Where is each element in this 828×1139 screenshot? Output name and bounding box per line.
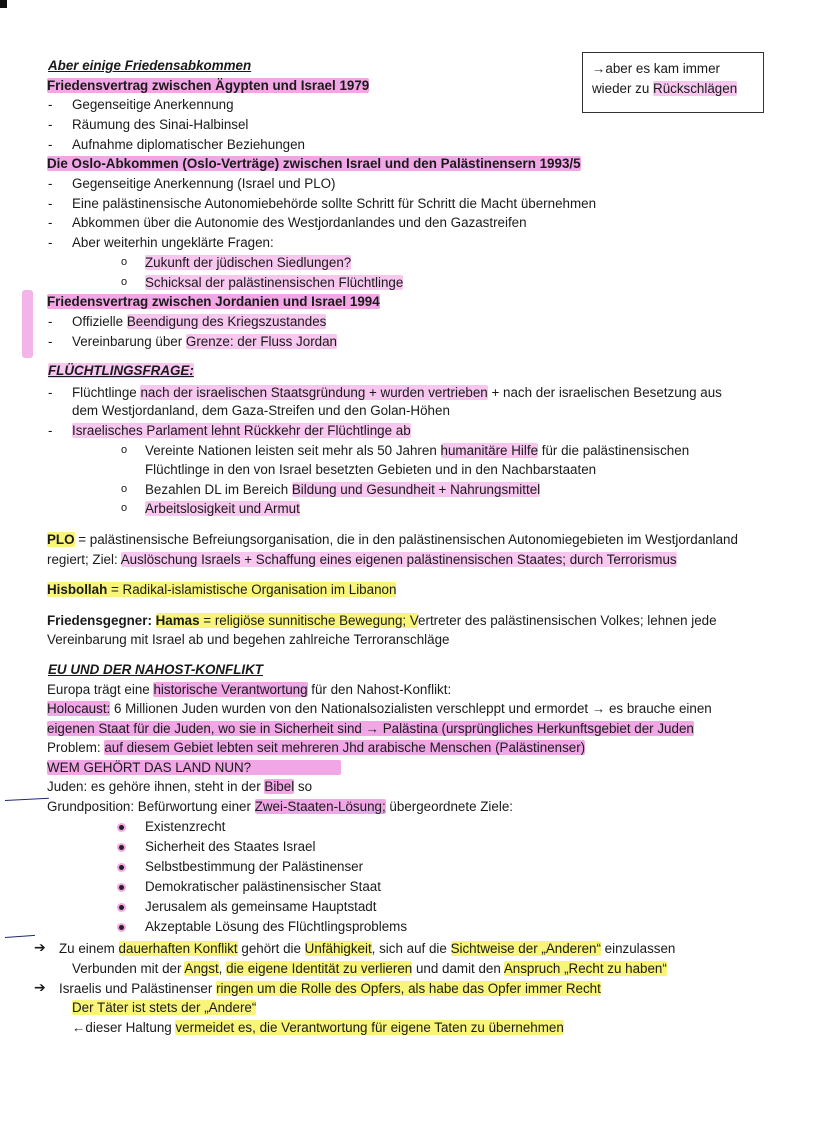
- sub-list-highlight: Bildung und Gesundheit + Nahrungsmittel: [291, 482, 541, 497]
- conclusion-line-4: [72, 999, 256, 1016]
- eu-text: so: [294, 779, 313, 794]
- treaty-jordan-title: [47, 293, 380, 310]
- sub-list-item-continuation: Flüchtlinge in den von Israel besetzten Gebieten und in den Nachbarstaaten: [145, 462, 597, 477]
- bullet-dash: -: [48, 314, 53, 329]
- list-text: Vereinbarung über: [72, 334, 186, 349]
- sub-list-text: Schicksal der palästinensischen Flüchtlinge: [145, 275, 404, 290]
- conclusion-text: einzulassen: [600, 941, 676, 956]
- bullet-circle: o: [121, 444, 128, 456]
- eu-line-6: [47, 778, 312, 795]
- list-item: Gegenseitige Anerkennung (Israel und PLO): [72, 176, 336, 191]
- conclusion-highlight: Anspruch „Recht zu haben“: [503, 961, 667, 976]
- refugees-heading: [48, 362, 194, 379]
- list-item: Aufnahme diplomatischer Beziehungen: [72, 137, 305, 152]
- eu-text: Europa trägt eine: [47, 682, 154, 697]
- conclusion-line-1: [59, 940, 675, 957]
- sub-list-text: für die palästinensischen: [538, 443, 690, 458]
- eu-line-2: [47, 700, 712, 717]
- bullet-dash: -: [48, 235, 53, 250]
- list-text: Offizielle: [72, 314, 127, 329]
- margin-highlight-bar: [22, 290, 33, 358]
- plo-definition: [47, 531, 738, 548]
- hisbollah-text: = Radikal-islamistische Organisation im Libanon: [107, 582, 397, 597]
- plo-term: PLO: [47, 532, 75, 547]
- conclusion-highlight: ringen um die Rolle des Opfers, als habe das Opfer immer Recht: [216, 981, 601, 996]
- bullet-dash: -: [48, 117, 53, 132]
- conclusion-line-5: [72, 1019, 564, 1036]
- bullet-dot: [117, 843, 126, 852]
- plo-text: regiert; Ziel:: [47, 552, 121, 567]
- list-item: Aber weiterhin ungeklärte Fragen:: [72, 235, 274, 250]
- bullet-circle: o: [121, 483, 128, 495]
- eu-text: Grundposition: Befürwortung einer: [47, 799, 255, 814]
- bullet-dash: -: [48, 176, 53, 191]
- conclusion-text: Israelis und Palästinenser: [59, 981, 217, 996]
- eu-highlight: Holocaust:: [47, 701, 111, 716]
- bullet-dot: [117, 863, 126, 872]
- eu-highlight: Zwei-Staaten-Lösung;: [254, 799, 386, 814]
- arrow-right-icon: ➔: [34, 939, 46, 955]
- oslo-title-text: Die Oslo-Abkommen (Oslo-Verträge) zwischen Israel und den Palästinensern 1993/5: [47, 156, 581, 171]
- list-highlight: Israelisches Parlament lehnt Rückkehr der Flüchtlinge ab: [72, 423, 411, 438]
- side-note-text: wieder zu: [592, 81, 654, 96]
- list-item: Gegenseitige Anerkennung: [72, 97, 234, 112]
- conclusion-highlight: Unfähigkeit: [304, 941, 372, 956]
- bullet-dot: [117, 923, 126, 932]
- list-highlight: Grenze: der Fluss Jordan: [185, 334, 337, 349]
- treaty-jordan-title-text: Friedensvertrag zwischen Jordanien und Israel 1994: [47, 294, 380, 309]
- conclusion-highlight: Der Täter ist stets der „Andere“: [72, 1000, 257, 1015]
- bullet-circle: o: [121, 276, 128, 288]
- list-item: Räumung des Sinai-Halbinsel: [72, 117, 249, 132]
- conclusion-text: ,: [218, 961, 227, 976]
- conclusion-line-2: [72, 960, 667, 977]
- bullet-dash: -: [48, 423, 53, 438]
- refugees-heading-text: FLÜCHTLINGSFRAGE:: [48, 363, 194, 378]
- sub-list-item: [145, 442, 689, 459]
- eu-highlight: WEM GEHÖRT DAS LAND NUN?: [47, 760, 341, 775]
- conclusion-highlight: dauerhaften Konflikt: [118, 941, 238, 956]
- bullet-dash: -: [48, 196, 53, 211]
- eu-line-1: [47, 681, 451, 698]
- goal-item: Sicherheit des Staates Israel: [145, 839, 316, 854]
- sub-list-text: Bezahlen DL im Bereich: [145, 482, 292, 497]
- bullet-circle: o: [121, 256, 128, 268]
- eu-line-7: [47, 798, 513, 815]
- bullet-dot: [117, 823, 126, 832]
- list-item: [72, 313, 326, 330]
- sub-list-highlight: Arbeitslosigkeit und Armut: [145, 501, 300, 516]
- conclusion-highlight: die eigene Identität zu verlieren: [226, 961, 413, 976]
- treaty-egypt-title-text: Friedensvertrag zwischen Ägypten und Israel 1979: [47, 78, 370, 93]
- side-note-box: [582, 52, 764, 113]
- eu-text: 6 Millionen Juden wurden von den Nationalsozialisten verschleppt und ermordet → es brauche einen: [110, 701, 712, 716]
- eu-text: für den Nahost-Konflikt:: [307, 682, 452, 697]
- eu-highlight: Bibel: [264, 779, 295, 794]
- bullet-dash: -: [48, 215, 53, 230]
- hamas-highlight: = religiöse sunnitische Bewegung; V: [199, 613, 419, 628]
- eu-text: Juden: es gehöre ihnen, steht in der: [47, 779, 265, 794]
- bullet-dash: -: [48, 385, 53, 400]
- eu-highlight: historische Verantwortung: [153, 682, 308, 697]
- side-note-highlight: Rückschlägen: [653, 81, 738, 96]
- eu-text: Problem:: [47, 740, 105, 755]
- conclusion-text: Verbunden mit der: [72, 961, 185, 976]
- pen-stroke: [5, 798, 49, 802]
- bullet-dash: -: [48, 334, 53, 349]
- eu-highlight: auf diesem Gebiet lebten seit mehreren Jhd arabische Menschen (Palästinenser): [104, 740, 586, 755]
- hamas-definition: [47, 612, 717, 629]
- conclusion-text: ←dieser Haltung: [72, 1020, 176, 1035]
- hamas-definition-line-2: Vereinbarung mit Israel ab und begehen zahlreiche Terroranschläge: [47, 632, 450, 647]
- goal-item: Selbstbestimmung der Palästinenser: [145, 859, 364, 874]
- list-item: [72, 333, 337, 350]
- eu-heading: EU UND DER NAHOST-KONFLIKT: [48, 662, 263, 677]
- sub-list-item: [145, 500, 300, 517]
- sub-list-text: Zukunft der jüdischen Siedlungen?: [145, 255, 352, 270]
- sub-list-text: Vereinte Nationen leisten seit mehr als 50 Jahren: [145, 443, 441, 458]
- arrow-right-icon: ➔: [34, 979, 46, 995]
- side-note-line-2: [592, 79, 754, 99]
- eu-line-4: [47, 739, 585, 756]
- eu-text: übergeordnete Ziele:: [385, 799, 513, 814]
- intro-heading: Aber einige Friedensabkommen: [48, 58, 252, 73]
- eu-highlight: eigenen Staat für die Juden, wo sie in Sicherheit sind → Palästina (ursprüngliches Herkunftsgebiet der Juden: [47, 721, 694, 736]
- conclusion-highlight: Angst: [184, 961, 219, 976]
- eu-line-5: [47, 759, 341, 776]
- list-text: Flüchtlinge: [72, 385, 141, 400]
- sub-list-item: [145, 274, 403, 291]
- goal-item: Demokratischer palästinensischer Staat: [145, 879, 381, 894]
- hamas-term: Hamas: [155, 613, 200, 628]
- sub-list-highlight: humanitäre Hilfe: [440, 443, 539, 458]
- conclusion-text: , sich auf die: [371, 941, 451, 956]
- list-highlight: nach der israelischen Staatsgründung + wurden vertrieben: [140, 385, 488, 400]
- bullet-dash: -: [48, 97, 53, 112]
- conclusion-text: gehört die: [237, 941, 305, 956]
- conclusion-line-3: [59, 980, 601, 997]
- list-item: Abkommen über die Autonomie des Westjordanlandes und den Gazastreifen: [72, 215, 527, 230]
- list-highlight: Beendigung des Kriegszustandes: [126, 314, 327, 329]
- hamas-text: ertreter des palästinensischen Volkes; lehnen jede: [418, 613, 717, 628]
- plo-highlight: Auslöschung Israels + Schaffung eines eigenen palästinensischen Staates; durch Terrorismus: [120, 552, 677, 567]
- conclusion-highlight: Sichtweise der „Anderen“: [450, 941, 601, 956]
- side-note-line-1: →aber es kam immer: [592, 61, 720, 76]
- list-item: [72, 422, 411, 439]
- list-text: + nach der israelischen Besetzung aus: [487, 385, 722, 400]
- list-item: Eine palästinensische Autonomiebehörde sollte Schritt für Schritt die Macht übernehmen: [72, 196, 597, 211]
- list-item-continuation: dem Westjordanland, dem Gaza-Streifen und den Golan-Höhen: [72, 403, 450, 418]
- bullet-circle: o: [121, 502, 128, 514]
- list-item: [72, 384, 722, 401]
- sub-list-item: [145, 481, 540, 498]
- treaty-egypt-title: [47, 77, 369, 94]
- hamas-label: Friedensgegner:: [47, 613, 156, 628]
- sub-list-item: [145, 254, 351, 271]
- scan-corner-mark: [0, 0, 7, 8]
- bullet-dash: -: [48, 137, 53, 152]
- pen-stroke: [5, 935, 35, 938]
- plo-definition-line-2: [47, 551, 677, 568]
- hisbollah-term: Hisbollah: [47, 582, 108, 597]
- conclusion-highlight: vermeidet es, die Verantwortung für eigene Taten zu übernehmen: [175, 1020, 564, 1035]
- plo-text: = palästinensische Befreiungsorganisation, die in den palästinensischen Autonomiegebieten im Westjordanland: [74, 532, 738, 547]
- hisbollah-definition: [47, 581, 396, 598]
- goal-item: Akzeptable Lösung des Flüchtlingsproblems: [145, 919, 408, 934]
- goal-item: Existenzrecht: [145, 819, 226, 834]
- oslo-title: [47, 155, 581, 172]
- goal-item: Jerusalem als gemeinsame Hauptstadt: [145, 899, 377, 914]
- eu-line-3: [47, 720, 694, 737]
- conclusion-text: Zu einem: [59, 941, 119, 956]
- bullet-dot: [117, 883, 126, 892]
- conclusion-text: und damit den: [412, 961, 504, 976]
- bullet-dot: [117, 903, 126, 912]
